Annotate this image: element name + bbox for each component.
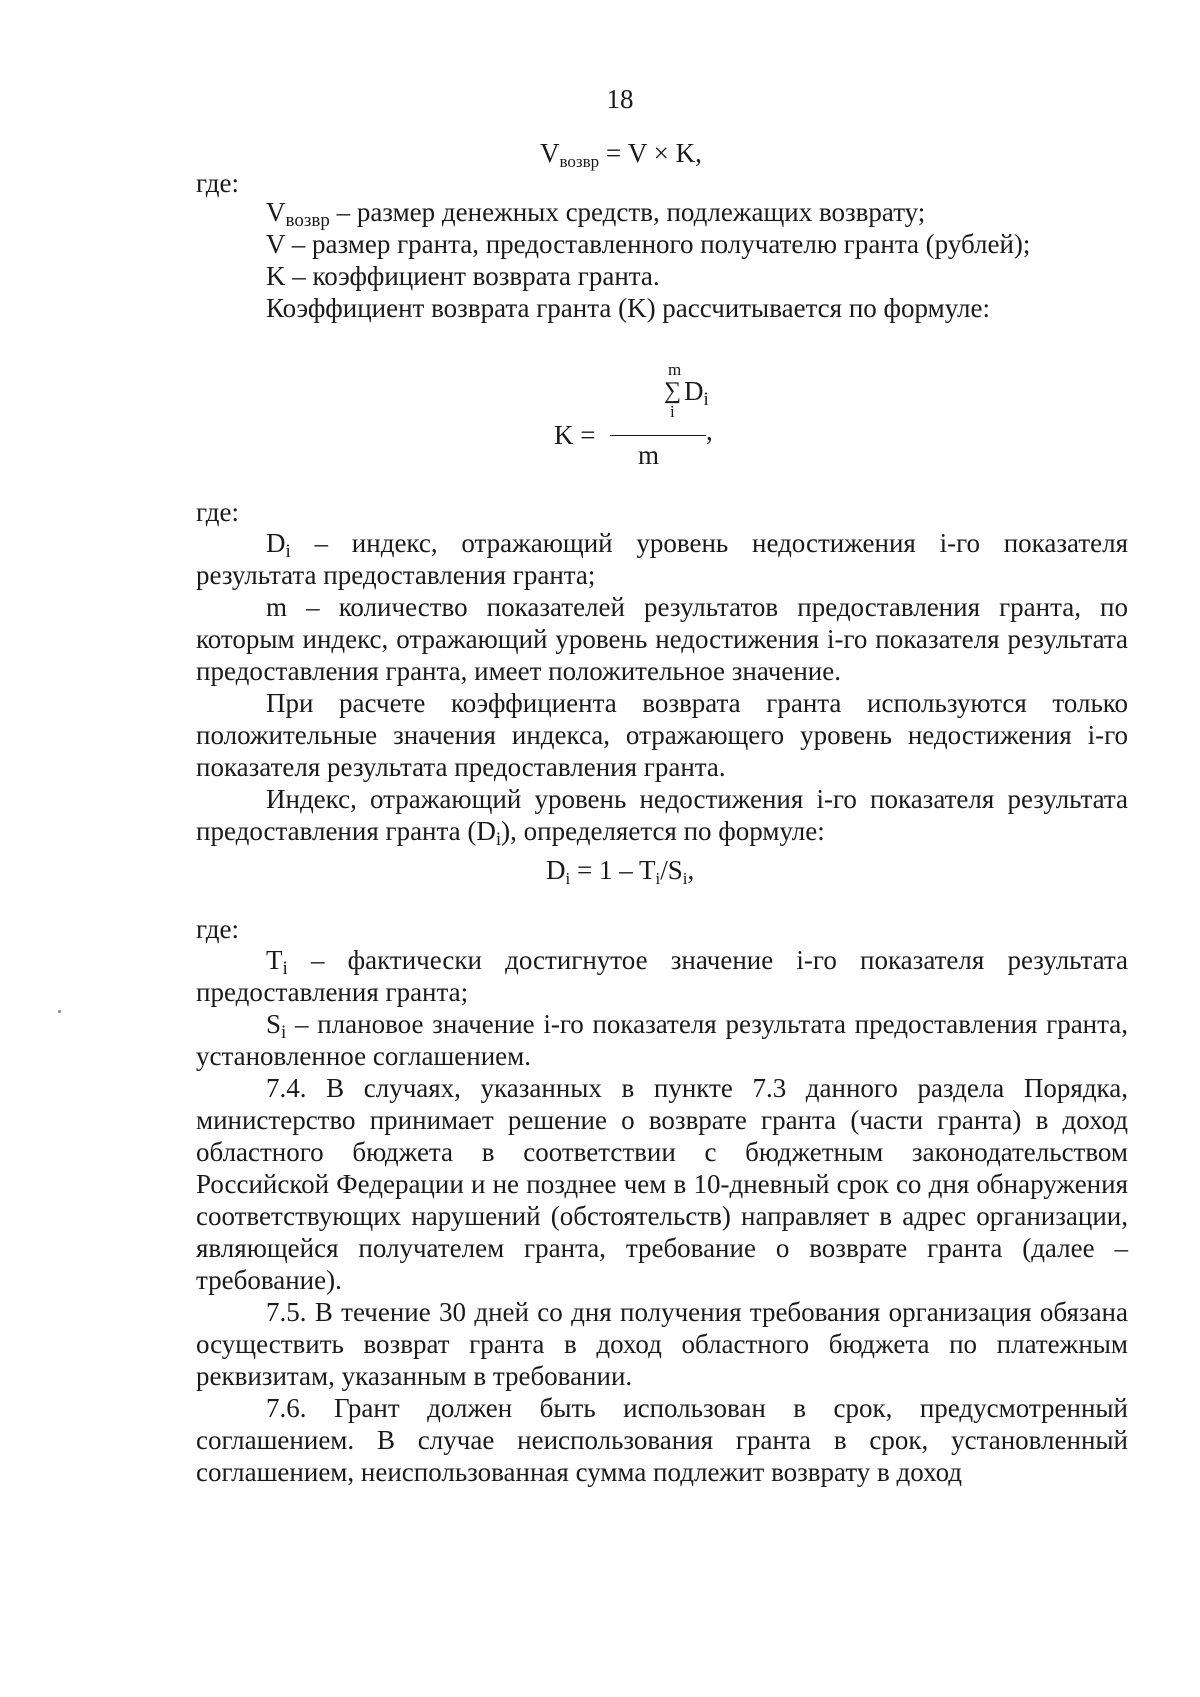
fraction-denominator: m — [638, 440, 660, 470]
formula1-lhs: V — [540, 138, 560, 168]
definition-si: $S_i$ – плановое значение i-го показателя результата предоставления гранта, установленное соглашением. — [196, 1009, 1128, 1071]
k-lhs: K = — [554, 420, 596, 450]
definitions-block-1 — [196, 196, 1128, 324]
paragraph-7-6: 7.6. Грант должен быть использован в срок, предусмотренный соглашением. В случае неиспользования гранта в срок, установленный соглашением, неиспользованная сумма подлежит возврату в доход — [196, 1393, 1128, 1487]
definitions-block-2 — [196, 527, 1128, 850]
paragraph-calc-note: При расчете коэффициента возврата гранта используются только положительные значения индекса, отражающего уровень недостижения i-го показателя результата предоставления гранта. — [196, 688, 1128, 782]
definition-k: K – коэффициент возврата гранта. — [266, 261, 660, 291]
page-number: 18 — [606, 84, 634, 114]
k-formula-intro: Коэффициент возврата гранта (K) рассчитывается по формуле: — [266, 293, 990, 323]
sum-symbol: ∑ — [664, 378, 682, 404]
definition-di: $D_i$ – индекс, отражающий уровень недостижения i-го показателя результата предоставления гранта; — [196, 528, 1128, 590]
paragraph-7-4: 7.4. В случаях, указанных в пункте 7.3 данного раздела Порядка, министерство принимает решение о возврате гранта (части гранта) в доход областного бюджета в соответствии с бюджетным законодательством Российской Федерации и не позднее чем в 10-дневный срок со дня обнаружения соответствующих нарушений (обстоятельств) направляет в адрес организации, являющейся получателем гранта, требование о возврате гранта (далее – требование). — [196, 1073, 1128, 1295]
where-label-3: где: — [196, 914, 239, 944]
sum-term: $D_i$ — [684, 376, 709, 410]
formula-di: $D_i = 1 - T_i/S_i$, — [546, 855, 695, 888]
formula-refund-amount — [540, 138, 702, 169]
formula1-rhs: = V × K, — [599, 138, 702, 168]
where-label-1: где: — [196, 168, 239, 198]
sum-upper-limit: m — [668, 360, 682, 379]
body-block-3 — [196, 944, 1128, 1488]
scan-speck — [58, 1010, 61, 1013]
formula2-comma: , — [706, 416, 713, 446]
definition-v-refund: $V_{возвр}$ – размер денежных средств, подлежащих возврату; — [266, 197, 926, 231]
paragraph-index-intro: Индекс, отражающий уровень недостижения i-го показателя результата предоставления гранта $(D_i)$, определяется по формуле: — [196, 784, 1128, 850]
paragraph-7-5: 7.5. В течение 30 дней со дня получения требования организация обязана осуществить возврат гранта в доход областного бюджета по платежным реквизитам, указанным в требовании. — [196, 1297, 1128, 1391]
formula-k-coefficient — [554, 360, 768, 510]
fraction-bar — [610, 435, 706, 436]
definition-m: m – количество показателей результатов предоставления гранта, по которым индекс, отражающий уровень недостижения i-го показателя результата предоставления гранта, имеет положительное значение. — [196, 592, 1128, 686]
sum-lower-limit: i — [670, 402, 675, 421]
definition-v-grant: V – размер гранта, предоставленного получателю гранта (рублей); — [266, 229, 1031, 259]
where-label-2: где: — [196, 497, 239, 527]
formula1-lhs-sub: возвр — [559, 152, 600, 171]
definition-ti: $T_i$ – фактически достигнутое значение i-го показателя результата предоставления гранта; — [196, 945, 1128, 1007]
